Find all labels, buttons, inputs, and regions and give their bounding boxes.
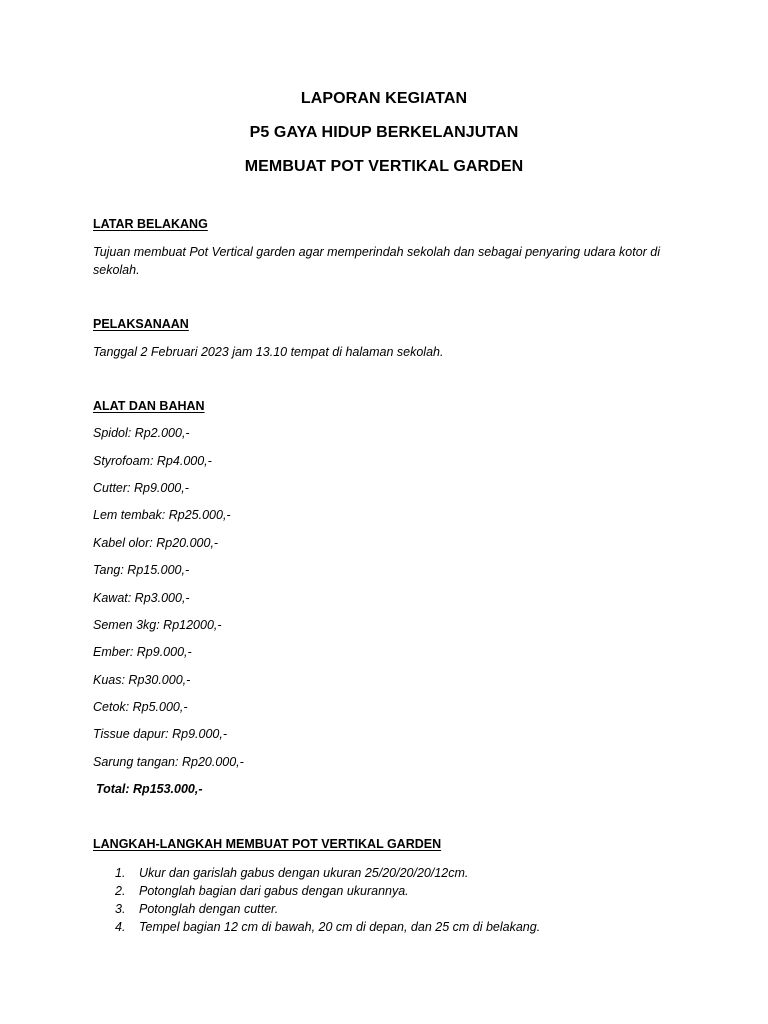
latar-belakang-text: Tujuan membuat Pot Vertical garden agar memperindah sekolah dan sebagai penyaring udara kotor di sekolah.: [93, 245, 661, 277]
title-line-2: P5 GAYA HIDUP BERKELANJUTAN: [249, 124, 519, 141]
material-item: Cutter: Rp9.000,-: [93, 481, 189, 495]
material-item: Ember: Rp9.000,-: [93, 645, 192, 659]
step-text: Ukur dan garislah gabus dengan ukuran 25/20/20/20/12cm.: [139, 866, 469, 880]
step-item: [115, 864, 540, 882]
pelaksanaan-heading: PELAKSANAAN: [93, 317, 189, 331]
step-number: 2.: [115, 884, 126, 898]
material-item: Semen 3kg: Rp12000,-: [93, 618, 222, 632]
material-item: Tang: Rp15.000,-: [93, 563, 190, 577]
step-number: 3.: [115, 902, 126, 916]
step-item: [115, 900, 540, 918]
step-text: Potonglah dengan cutter.: [139, 902, 279, 916]
step-item: [115, 918, 540, 936]
step-text: Tempel bagian 12 cm di bawah, 20 cm di depan, dan 25 cm di belakang.: [139, 920, 541, 934]
material-item: Tissue dapur: Rp9.000,-: [93, 727, 227, 741]
langkah-heading: LANGKAH-LANGKAH MEMBUAT POT VERTIKAL GARDEN: [93, 837, 442, 851]
steps-list: [115, 864, 540, 936]
material-item: Kabel olor: Rp20.000,-: [93, 536, 219, 550]
material-item: Cetok: Rp5.000,-: [93, 700, 188, 714]
latar-belakang-heading: LATAR BELAKANG: [93, 217, 208, 231]
alat-dan-bahan-heading: ALAT DAN BAHAN: [93, 399, 205, 413]
step-text: Potonglah bagian dari gabus dengan ukurannya.: [139, 884, 409, 898]
material-item: Sarung tangan: Rp20.000,-: [93, 755, 244, 769]
step-number: 1.: [115, 866, 126, 880]
step-item: [115, 882, 540, 900]
step-number: 4.: [115, 920, 126, 934]
material-item: Spidol: Rp2.000,-: [93, 426, 190, 440]
material-item: Lem tembak: Rp25.000,-: [93, 508, 231, 522]
title-line-3: MEMBUAT POT VERTIKAL GARDEN: [244, 158, 524, 175]
material-item: Styrofoam: Rp4.000,-: [93, 454, 212, 468]
pelaksanaan-text: Tanggal 2 Februari 2023 jam 13.10 tempat di halaman sekolah.: [93, 345, 444, 359]
material-item: Kuas: Rp30.000,-: [93, 673, 191, 687]
materials-total: Total: Rp153.000,-: [96, 782, 203, 796]
material-item: Kawat: Rp3.000,-: [93, 591, 190, 605]
title-line-1: LAPORAN KEGIATAN: [300, 90, 468, 107]
